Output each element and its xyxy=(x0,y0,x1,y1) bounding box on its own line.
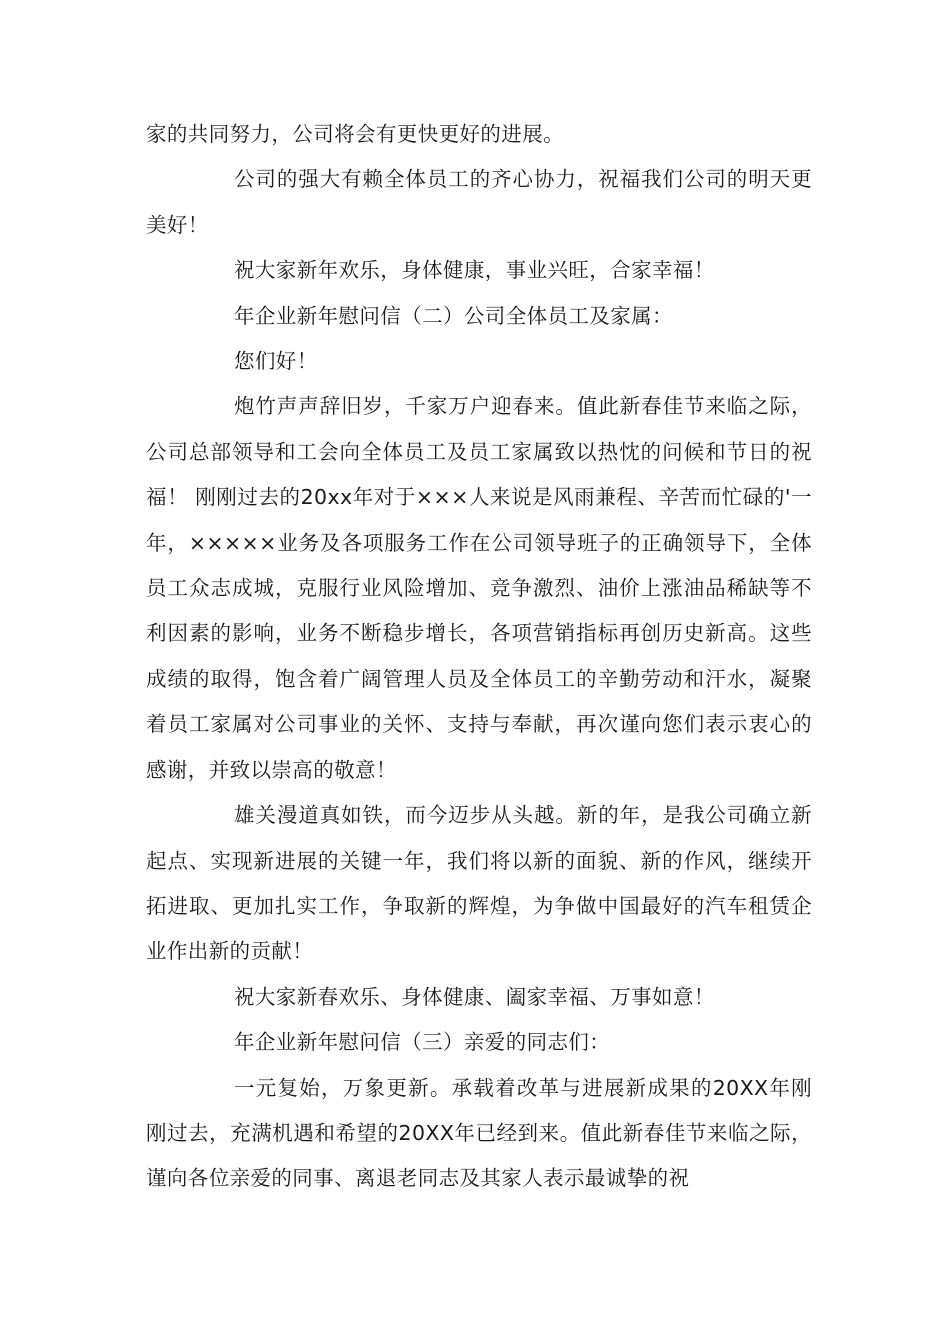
paragraph-5: 您们好！ xyxy=(234,349,318,374)
paragraph-8: 祝大家新春欢乐、身体健康、阖家幸福、万事如意！ xyxy=(234,984,715,1009)
paragraph-4: 年企业新年慰问信（二）公司全体员工及家属： xyxy=(234,303,673,328)
paragraph-10: 一元复始，万象更新。承载着改革与进展新成果的20XX年刚刚过去，充满机遇和希望的20XX年已经到来。值此新春佳节来临之际，谨向各位亲爱的同事、离退老同志及其家人表示最诚挚的祝 xyxy=(146,1075,812,1191)
paragraph-2: 公司的强大有赖全体员工的齐心协力，祝福我们公司的明天更美好！ xyxy=(146,167,812,237)
paragraph-7: 雄关漫道真如铁，而今迈步从头越。新的年，是我公司确立新起点、实现新进展的关键一年，我们将以新的面貌、新的作风，继续开拓进取、更加扎实工作，争取新的辉煌，为争做中国最好的汽车租赁企业作出新的贡献！ xyxy=(146,803,812,964)
paragraph-1: 家的共同努力，公司将会有更快更好的进展。 xyxy=(146,122,564,146)
document-body xyxy=(146,112,812,1202)
paragraph-3: 祝大家新年欢乐，身体健康，事业兴旺，合家幸福！ xyxy=(234,258,715,283)
paragraph-9: 年企业新年慰问信（三）亲爱的同志们： xyxy=(234,1030,611,1055)
paragraph-6: 炮竹声声辞旧岁，千家万户迎春来。值此新春佳节来临之际，公司总部领导和工会向全体员工及员工家属致以热忱的问候和节日的祝福！ 刚刚过去的20xx年对于×××人来说是风雨兼程、辛苦而忙碌的'一年，×××××业务及各项服务工作在公司领导班子的正确领导下，全体员工众志成城，克服行业风险增加、竞争激烈、油价上涨油品稀缺等不利因素的影响，业务不断稳步增长，各项营销指标再创历史新高。这些成绩的取得，饱含着广阔管理人员及全体员工的辛勤劳动和汗水，凝聚着员工家属对公司事业的关怀、支持与奉献，再次谨向您们表示衷心的感谢，并致以崇高的敬意！ xyxy=(146,394,812,782)
